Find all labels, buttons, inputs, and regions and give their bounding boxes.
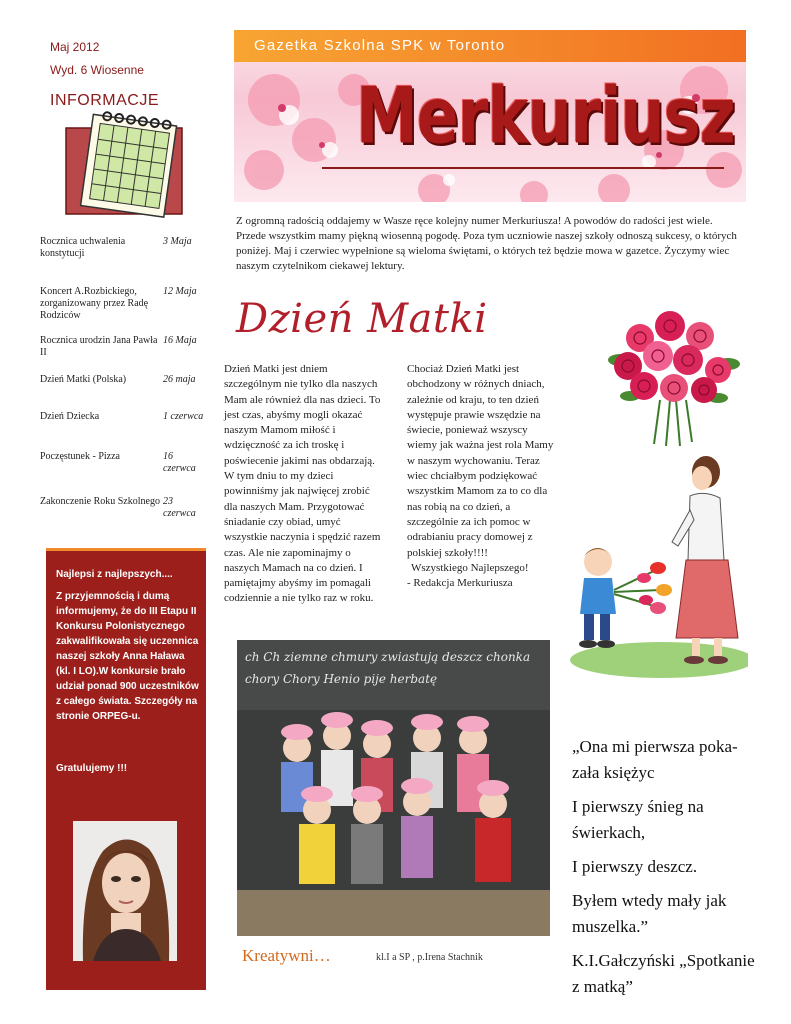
poem-line: Byłem wtedy mały jak — [572, 891, 727, 910]
event-name: Koncert A.Rozbickiego, zorganizowany przez Radę Rodziców — [40, 286, 149, 321]
newspaper-title: Merkuriusz — [356, 70, 735, 162]
poem-line: zała księżyc — [572, 763, 655, 782]
article-column-1: Dzień Matki jest dniem szczególnym nie tylko dla naszych Mam ale również dla nas dzieci. To jest czas, abyśmy mogli okazać naszym Mamom miłość i wdzięczność za ich troskę i poświecenie jakimi nas obdarzają. W tym dniu to my dzieci powinniśmy jak najwięcej zrobić dla naszych Mam. Przygotować śniadanie czy obiad, umyć wszystkie naczynia i spędzić razem czas. Ale nie zapominajmy o naszych Mamach na co dzień. I pamiętajmy abyśmy im pomagali codziennie a nie tylko raz w roku. — [224, 363, 381, 605]
section-title-info: INFORMACJE — [50, 92, 159, 109]
newspaper-subtitle: Gazetka Szkolna SPK w Toronto — [254, 37, 506, 54]
event-date: 16 Maja — [163, 335, 197, 346]
poem-line: I pierwszy śnieg na — [572, 797, 704, 816]
event-date: 3 Maja — [163, 236, 192, 247]
event-name: Zakonczenie Roku Szkolnego — [40, 496, 160, 507]
article-signature: - Redakcja Merkuriusza — [407, 577, 513, 590]
event-date: 26 maja — [163, 374, 196, 385]
event-name: Rocznica urodzin Jana Pawła II — [40, 335, 158, 358]
poem-attribution: z matką” — [572, 977, 633, 996]
article-wish: Wszystkiego Najlepszego! — [411, 561, 529, 574]
poem-attribution: K.I.Gałczyński „Spotkanie — [572, 951, 755, 970]
event-date: 12 Maja — [163, 286, 197, 297]
event-name: Dzień Matki (Polska) — [40, 374, 127, 385]
event-name: Poczęstunek - Pizza — [40, 451, 120, 462]
intro-paragraph: Z ogromną radością oddajemy w Wasze ręce kolejny numer Merkuriusza! A powodów do radości jest wiele. Przede wszystkim mamy piękną wiosenną pogodę. Poza tym uczniowie naszej szkoły odnoszą sukcesy, o których poniżej. Maj i czerwiec wypełnione są wieloma świętami, o których też będzie mowa w gazetce. Życzymy wiec naszym czytelnikom ciekawej lektury. — [236, 215, 737, 272]
poem-line: świerkach, — [572, 823, 646, 842]
photo-caption: Kreatywni… — [242, 946, 331, 965]
poem-line: „Ona mi pierwsza poka- — [572, 737, 738, 756]
announcement-body: Z przyjemnością i dumą informujemy, że do III Etapu II Konkursu Polonistycznego zakwalifikowała się uczennica naszej szkoły Anna Haława (kl. I LO).W konkursie brało udział ponad 900 uczestników z całego świata. Szczegóły na stronie ORPEG-u. — [56, 591, 199, 722]
calendar-icon — [60, 110, 190, 222]
announcement-box — [46, 548, 206, 990]
title-rule — [322, 167, 724, 169]
article-column-2 — [407, 362, 559, 591]
poem-line: I pierwszy deszcz. — [572, 857, 698, 876]
event-name: Rocznica uchwalenia konstytucji — [40, 236, 126, 259]
class-photo — [237, 640, 550, 936]
chalkboard-text: ch Ch ziemne chmury zwiastują deszcz chonka chory Chory Henio pije herbatę — [245, 650, 531, 686]
issue-date: Maj 2012 — [50, 40, 100, 54]
masthead-banner — [234, 30, 746, 202]
announcement-closing: Gratulujemy !!! — [56, 763, 128, 774]
event-date: 23 czerwca — [163, 496, 196, 519]
photo-credit: kl.I a SP , p.Irena Stachnik — [376, 952, 483, 963]
event-name: Dzień Dziecka — [40, 411, 100, 422]
poem-line: muszelka.” — [572, 917, 648, 936]
student-portrait — [73, 821, 177, 961]
rose-bouquet-image — [600, 300, 746, 450]
issue-edition: Wyd. 6 Wiosenne — [50, 63, 144, 77]
article-column-2-text: Chociaż Dzień Matki jest obchodzony w różnych dniach, zależnie od kraju, to ten dzień występuje prawie wszędzie na świecie, ponieważ wszyscy wiemy jak ważna jest rola Mamy w naszym wychowaniu. Teraz wiec chciałbym podziękować wszystkim Mamom za to co dla nas robią na co dzień, a szczególnie za ich pomoc w odrabianiu pracy domowej z polskiej szkoły!!!! — [407, 363, 554, 559]
event-date: 16 czerwca — [163, 451, 196, 474]
announcement-heading: Najlepsi z najlepszych.... — [56, 569, 173, 580]
mother-child-illustration — [568, 450, 748, 680]
article-title: Dzień Matki — [236, 296, 488, 342]
event-date: 1 czerwca — [163, 411, 204, 422]
poem-quote — [572, 734, 772, 1000]
